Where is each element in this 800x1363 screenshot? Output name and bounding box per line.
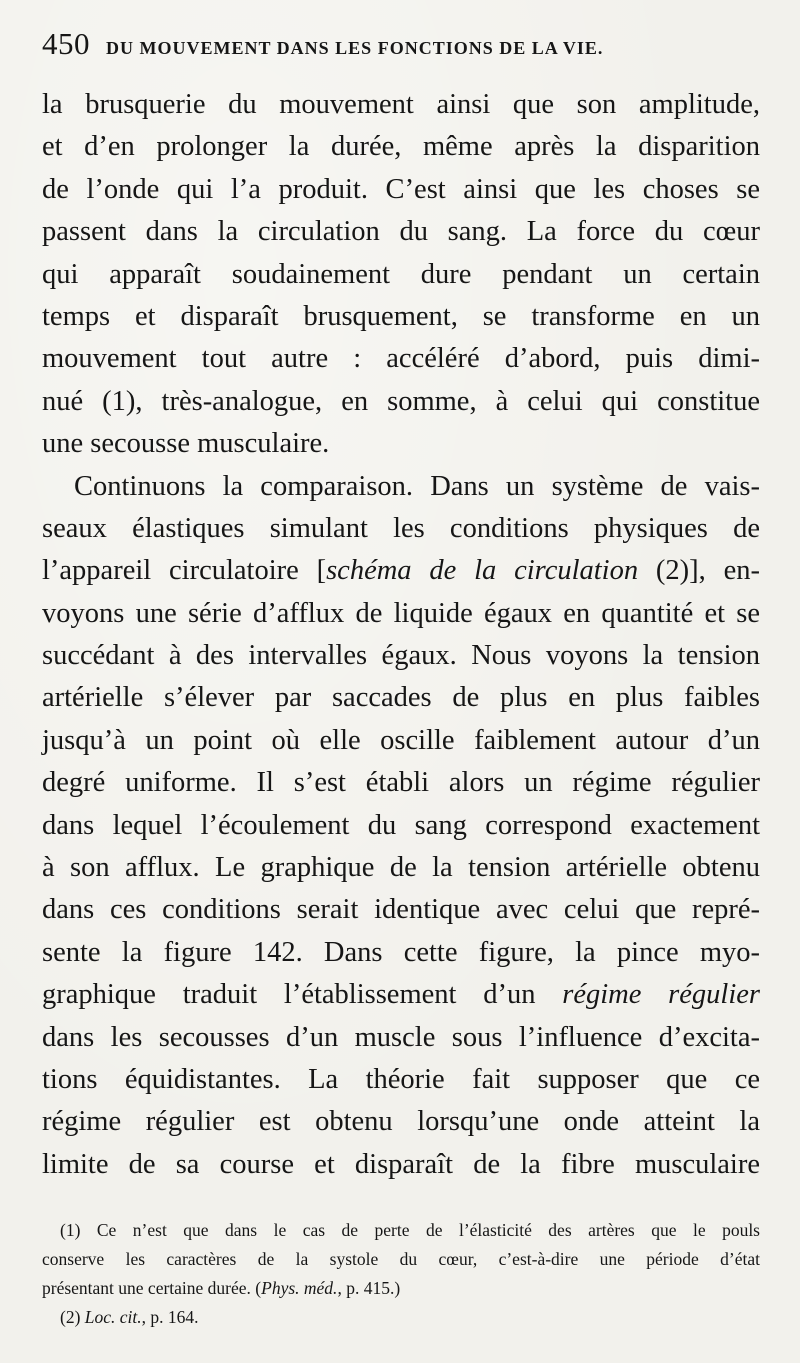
page-number: 450 bbox=[42, 26, 90, 61]
text-span: graphique traduit l’établissement d’un bbox=[42, 979, 563, 1011]
text-line: voyons une série d’afflux de liquide égaux en quantité et se bbox=[42, 597, 760, 629]
text-line: limite de sa course et disparaît de la fibre musculaire bbox=[42, 1148, 760, 1180]
text-line: dans les secousses d’un muscle sous l’influence d’excita- bbox=[42, 1021, 760, 1053]
text-line: jusqu’à un point où elle oscille faiblement autour d’un bbox=[42, 724, 760, 756]
text-span: , p. 415.) bbox=[337, 1278, 401, 1299]
text-line: tions équidistantes. La théorie fait supposer que ce bbox=[42, 1063, 760, 1095]
footnote-1-line: (1) Ce n’est que dans le cas de perte de l’élasticité des artères que le pouls bbox=[60, 1220, 760, 1241]
text-line-with-italic bbox=[42, 974, 760, 1016]
text-line: degré uniforme. Il s’est établi alors un régime régulier bbox=[42, 767, 760, 799]
footnotes bbox=[42, 1216, 760, 1332]
text-line: mouvement tout autre : accéléré d’abord, puis dimi- bbox=[42, 343, 760, 375]
paragraph-start-line: Continuons la comparaison. Dans un système de vais- bbox=[74, 470, 760, 502]
text-line: de l’onde qui l’a produit. C’est ainsi que les choses se bbox=[42, 173, 760, 205]
text-line: seaux élastiques simulant les conditions physiques de bbox=[42, 512, 760, 544]
text-line: artérielle s’élever par saccades de plus en plus faibles bbox=[42, 682, 760, 714]
text-line: et d’en prolonger la durée, même après la disparition bbox=[42, 131, 760, 163]
body-text bbox=[42, 84, 760, 1186]
italic-term: régime régulier bbox=[562, 979, 760, 1011]
text-line: succédant à des intervalles égaux. Nous voyons la tension bbox=[42, 640, 760, 672]
footnote-1-line: conserve les caractères de la systole du cœur, c’est-à-dire une période d’état bbox=[42, 1249, 760, 1270]
text-line: passent dans la circulation du sang. La force du cœur bbox=[42, 216, 760, 248]
text-line: qui apparaît soudainement dure pendant un certain bbox=[42, 258, 760, 290]
running-head: DU MOUVEMENT DANS LES FONCTIONS DE LA VIE. bbox=[106, 38, 604, 58]
text-span: présentant une certaine durée. ( bbox=[42, 1278, 262, 1299]
text-span: l’appareil circulatoire [ bbox=[42, 555, 327, 587]
page-header bbox=[42, 26, 760, 78]
italic-citation: Phys. méd. bbox=[261, 1278, 338, 1299]
text-span: (2) bbox=[60, 1307, 85, 1328]
text-line: une secousse musculaire. bbox=[42, 428, 330, 460]
text-line: sente la figure 142. Dans cette figure, la pince myo- bbox=[42, 936, 760, 968]
italic-term: schéma de la circulation bbox=[326, 555, 639, 587]
text-line: dans lequel l’écoulement du sang correspond exactement bbox=[42, 809, 760, 841]
text-line: régime régulier est obtenu lorsqu’une onde atteint la bbox=[42, 1106, 760, 1138]
text-line: dans ces conditions serait identique avec celui que repré- bbox=[42, 894, 760, 926]
text-line: temps et disparaît brusquement, se transforme en un bbox=[42, 300, 760, 332]
text-line: la brusquerie du mouvement ainsi que son amplitude, bbox=[42, 89, 760, 120]
text-line-with-italic bbox=[42, 550, 760, 592]
text-span: (2)], en- bbox=[638, 555, 760, 587]
text-line: à son afflux. Le graphique de la tension artérielle obtenu bbox=[42, 852, 760, 884]
text-span: , p. 164. bbox=[141, 1307, 199, 1328]
italic-citation: Loc. cit. bbox=[84, 1307, 142, 1328]
text-line: nué (1), très-analogue, en somme, à celui qui constitue bbox=[42, 385, 760, 417]
footnote-1-line bbox=[42, 1274, 760, 1303]
footnote-2 bbox=[42, 1303, 760, 1332]
